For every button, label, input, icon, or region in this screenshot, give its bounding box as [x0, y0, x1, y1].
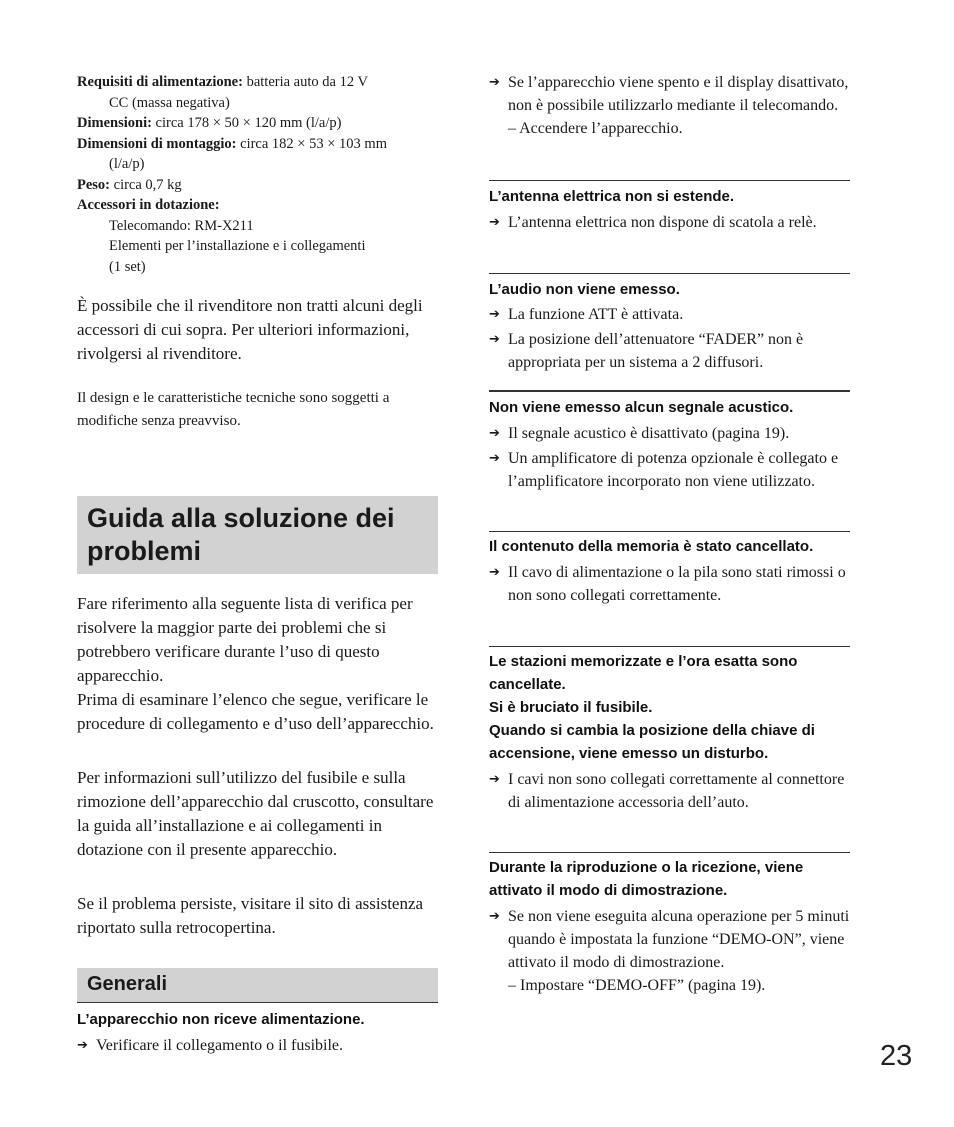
- problem-antenna: [489, 180, 850, 234]
- problem-no-beep: [489, 390, 850, 493]
- arrow-right-icon: ➔: [489, 332, 500, 347]
- arrow-right-icon: ➔: [489, 307, 500, 322]
- problem-title: Quando si cambia la posizione della chiave di accensione, viene emesso un disturbo.: [489, 722, 815, 762]
- arrow-right-icon: ➔: [489, 215, 500, 230]
- spec-power: Requisiti di alimentazione: batteria auto da 12 V CC (massa negativa): [77, 74, 368, 111]
- problem-memory-erased: [489, 531, 850, 607]
- solution-item: ➔ I cavi non sono collegati correttamente al connettore di alimentazione accessoria dell’auto.: [489, 768, 850, 814]
- problem-no-audio: [489, 273, 850, 374]
- problem-title: L’antenna elettrica non si estende.: [489, 188, 735, 205]
- problem-title: Durante la riproduzione o la ricezione, viene attivato il modo di dimostrazione.: [489, 859, 804, 899]
- solution-item: ➔ Un amplificatore di potenza opzionale è collegato e l’amplificatore incorporato non viene utilizzato.: [489, 447, 850, 493]
- arrow-right-icon: ➔: [489, 426, 500, 441]
- spec-weight: Peso: circa 0,7 kg: [77, 176, 182, 193]
- problem-title: L’apparecchio non riceve alimentazione.: [77, 1011, 365, 1028]
- problem-no-power: [77, 1008, 438, 1057]
- troubleshooting-intro-3: Per informazioni sull’utilizzo del fusibile e sulla rimozione dell’apparecchio dal cruscotto, consultare la guida all’installazione e ai collegamenti in dotazione con il presente apparecchio.: [77, 768, 434, 859]
- arrow-right-icon: ➔: [489, 75, 500, 90]
- general-heading: Generali: [77, 968, 438, 1003]
- solution-item: ➔ La posizione dell’attenuatore “FADER” non è appropriata per un sistema a 2 diffusori.: [489, 328, 850, 374]
- troubleshooting-intro-4: Se il problema persiste, visitare il sito di assistenza riportato sulla retrocopertina.: [77, 894, 424, 937]
- solution-item: ➔ La funzione ATT è attivata.: [489, 303, 850, 326]
- problem-title: Si è bruciato il fusibile.: [489, 699, 653, 716]
- solution-item: ➔ Se non viene eseguita alcuna operazione per 5 minuti quando è impostata la funzione “DEMO-ON”, viene attivato il modo di dimostrazione.: [489, 905, 850, 974]
- problem-title: Non viene emesso alcun segnale acustico.: [489, 399, 794, 416]
- dealer-note: È possibile che il rivenditore non tratti alcuni degli accessori di cui sopra. Per ulteriori informazioni, rivolgersi al rivenditore.: [77, 296, 423, 363]
- problem-title: Le stazioni memorizzate e l’ora esatta sono cancellate.: [489, 653, 798, 693]
- problem-title: Il contenuto della memoria è stato cancellato.: [489, 538, 814, 555]
- troubleshooting-heading: Guida alla soluzione dei problemi: [77, 496, 438, 574]
- problem-remote-display-off: [489, 71, 850, 140]
- specifications-list: [77, 72, 438, 277]
- solution-item: ➔ Verificare il collegamento o il fusibile.: [77, 1034, 438, 1057]
- spec-mounting-dimensions: Dimensioni di montaggio: circa 182 × 53 × 103 mm (l/a/p): [77, 135, 387, 172]
- arrow-right-icon: ➔: [489, 909, 500, 924]
- solution-item: ➔ L’antenna elettrica non dispone di scatola a relè.: [489, 211, 850, 234]
- problem-stations-erased: [489, 646, 850, 814]
- solution-note: – Impostare “DEMO-OFF” (pagina 19).: [508, 977, 766, 994]
- page-number: 23: [880, 1040, 913, 1072]
- arrow-right-icon: ➔: [489, 772, 500, 787]
- spec-accessories: Accessori in dotazione: Telecomando: RM-X211 Elementi per l’installazione e i collegamenti (1 set): [77, 197, 366, 275]
- solution-item: ➔ Se l’apparecchio viene spento e il display disattivato, non è possibile utilizzarlo mediante il telecomando.: [489, 71, 850, 117]
- solution-note: – Accendere l’apparecchio.: [508, 120, 683, 137]
- spec-dimensions: Dimensioni: circa 178 × 50 × 120 mm (l/a/p): [77, 115, 342, 131]
- design-note: Il design e le caratteristiche tecniche sono soggetti a modifiche senza preavviso.: [77, 390, 390, 429]
- solution-item: ➔ Il cavo di alimentazione o la pila sono stati rimossi o non sono collegati correttamente.: [489, 561, 850, 607]
- troubleshooting-intro-1: Fare riferimento alla seguente lista di verifica per risolvere la maggior parte dei problemi che si potrebbero verificare durante l’uso di questo apparecchio.: [77, 594, 413, 685]
- problem-demo-mode: [489, 852, 850, 997]
- problem-title: L’audio non viene emesso.: [489, 281, 680, 298]
- arrow-right-icon: ➔: [489, 451, 500, 466]
- troubleshooting-intro-2: Prima di esaminare l’elenco che segue, verificare le procedure di collegamento e d’uso dell’apparecchio.: [77, 690, 434, 733]
- solution-item: ➔ Il segnale acustico è disattivato (pagina 19).: [489, 422, 850, 445]
- arrow-right-icon: ➔: [77, 1038, 88, 1053]
- arrow-right-icon: ➔: [489, 565, 500, 580]
